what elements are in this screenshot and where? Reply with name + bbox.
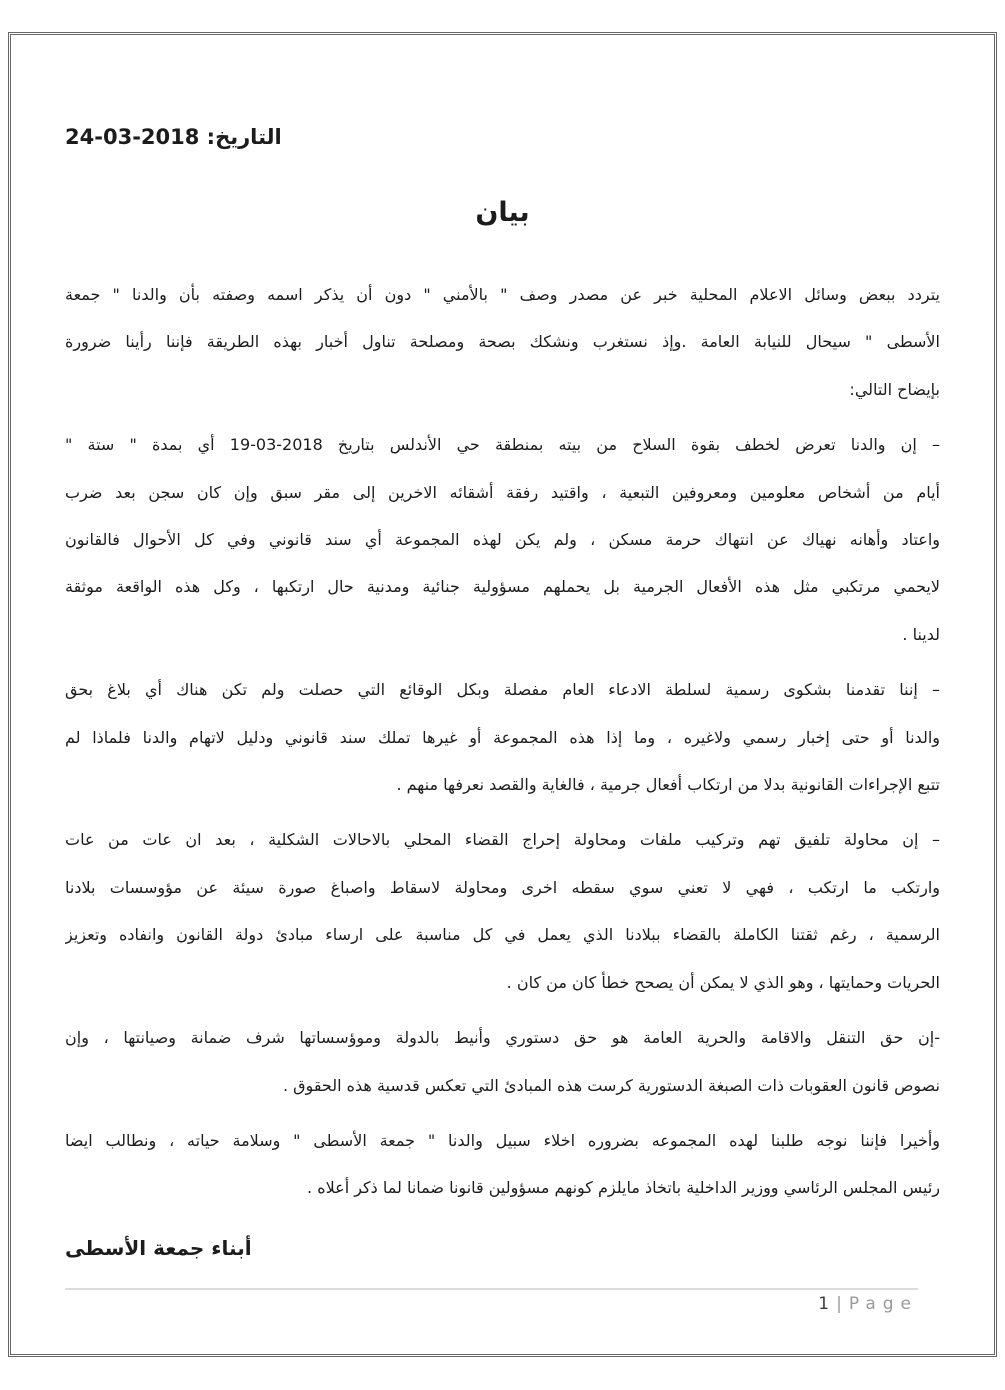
paragraph-line: وارتكب ما ارتكب ، فهي لا تعني سوي سقطه اخرى ومحاولة لاسقاط واصباغ صورة سيئة عن مؤوسسات بلادنا <box>65 877 940 897</box>
paragraph-line: رئيس المجلس الرئاسي ووزير الداخلية باتخاذ مايلزم كونهم مسؤولين قانونا ضمانا لما ذكر أعلاه . <box>307 1178 940 1198</box>
footer-divider <box>65 1288 918 1290</box>
paragraph-line: -إن حق التنقل والاقامة والحرية العامة هو حق دستوري وأنيط بالدولة وموؤسساتها شرف ضمانة وصيانتها ، وإن <box>65 1028 940 1048</box>
footer-page-label: Page <box>848 1293 918 1314</box>
paragraph-line: والدنا أو حتى إخبار رسمي ولاغيره ، وما إذا هذه المجموعة أو غيرها تملك سند قانوني ودليل لاتهام والدنا فلماذا لم <box>65 727 940 747</box>
paragraph-line: الأسطى " سيحال للنيابة العامة .وإذ نستغرب ونشكك بصحة ومصلحة تناول أخبار بهذه الطريقة فإننا رأينا ضرورة <box>65 332 940 352</box>
paragraph-line: أيام من أشخاص معلومين ومعروفين التبعية ، واقتيد رفقة أشقائه الاخرين إلى مقر سبق وإن كان سجن بعد ضرب <box>65 482 940 502</box>
paragraph-point-4 <box>65 1014 940 1109</box>
paragraph-line: لايحمي مرتكبي مثل هذه الأفعال الجرمية بل يحملهم مسؤولية جنائية ومدنية حال ارتكبها ، وكل هذه الواقعة موثقة <box>65 577 940 597</box>
paragraph-point-3 <box>65 816 940 1006</box>
paragraph-line: – إن والدنا تعرض لخطف بقوة السلاح من بيته بمنطقة حي الأندلس بتاريخ 2018-03-19 أي بمدة " ستة " <box>65 435 940 455</box>
paragraph-point-1 <box>65 421 940 658</box>
page-footer <box>65 1292 940 1316</box>
paragraph-closing <box>65 1117 940 1212</box>
footer-separator: | <box>836 1293 842 1314</box>
paragraph-intro <box>65 271 940 413</box>
paragraph-line: بإيضاح التالي: <box>849 379 940 399</box>
paragraph-point-2 <box>65 666 940 808</box>
paragraph-line: – إننا تقدمنا بشكوى رسمية لسلطة الادعاء العام مفصلة وبكل الوقائع التي حصلت ولم تكن هناك أي بلاغ بحق <box>65 680 940 700</box>
paragraph-line: الرسمية ، رغم ثقتنا الكاملة بالقضاء ببلادنا الذي يعمل في كل مناسبة على ارساء مبادئ دولة القانون وانفاده وتعزيز <box>65 925 940 945</box>
paragraph-line: يتردد ببعض وسائل الاعلام المحلية خبر عن مصدر وصف " بالأمني " دون أن يذكر اسمه وصفته بأن والدنا " جمعة <box>65 285 940 304</box>
paragraph-line: الحريات وحمايتها ، وهو الذي لا يمكن أن يصحح خطأ كان من كان . <box>506 972 940 992</box>
paragraph-line: نصوص قانون العقوبات ذات الصبغة الدستورية كرست هذه المبادئ التي تعكس قدسية هذه الحقوق . <box>282 1075 940 1095</box>
paragraph-line: تتبع الإجراءات القانونية بدلا من ارتكاب أفعال جرمية ، فالغاية والقصد نعرفها منهم . <box>396 775 940 795</box>
document-title: بيان <box>475 197 530 228</box>
page-number: 1 <box>818 1293 830 1314</box>
paragraph-line: وأخيرا فإننا نوجه طلبنا لهده المجموعه بضروره اخلاء سبيل والدنا " جمعة الأسطى " وسلامة حياته ، ونطالب ايضا <box>65 1130 940 1150</box>
signature: أبناء جمعة الأسطى <box>65 1235 252 1260</box>
document-page <box>8 32 997 1357</box>
date-line: التاريخ: 2018-03-24 <box>65 125 282 149</box>
paragraph-line: لدينا . <box>902 624 940 644</box>
paragraph-line: – إن محاولة تلفيق تهم وتركيب ملفات ومحاولة إحراج القضاء المحلي بالاحالات الشكلية ، بعد ان عات من عات <box>65 830 940 850</box>
paragraph-line: واعتاد وأهانه نهياك عن انتهاك حرمة مسكن ، ولم يكن لهذه المجموعة أي سند قانوني وفي كل الأحوال فالقانون <box>65 530 940 550</box>
